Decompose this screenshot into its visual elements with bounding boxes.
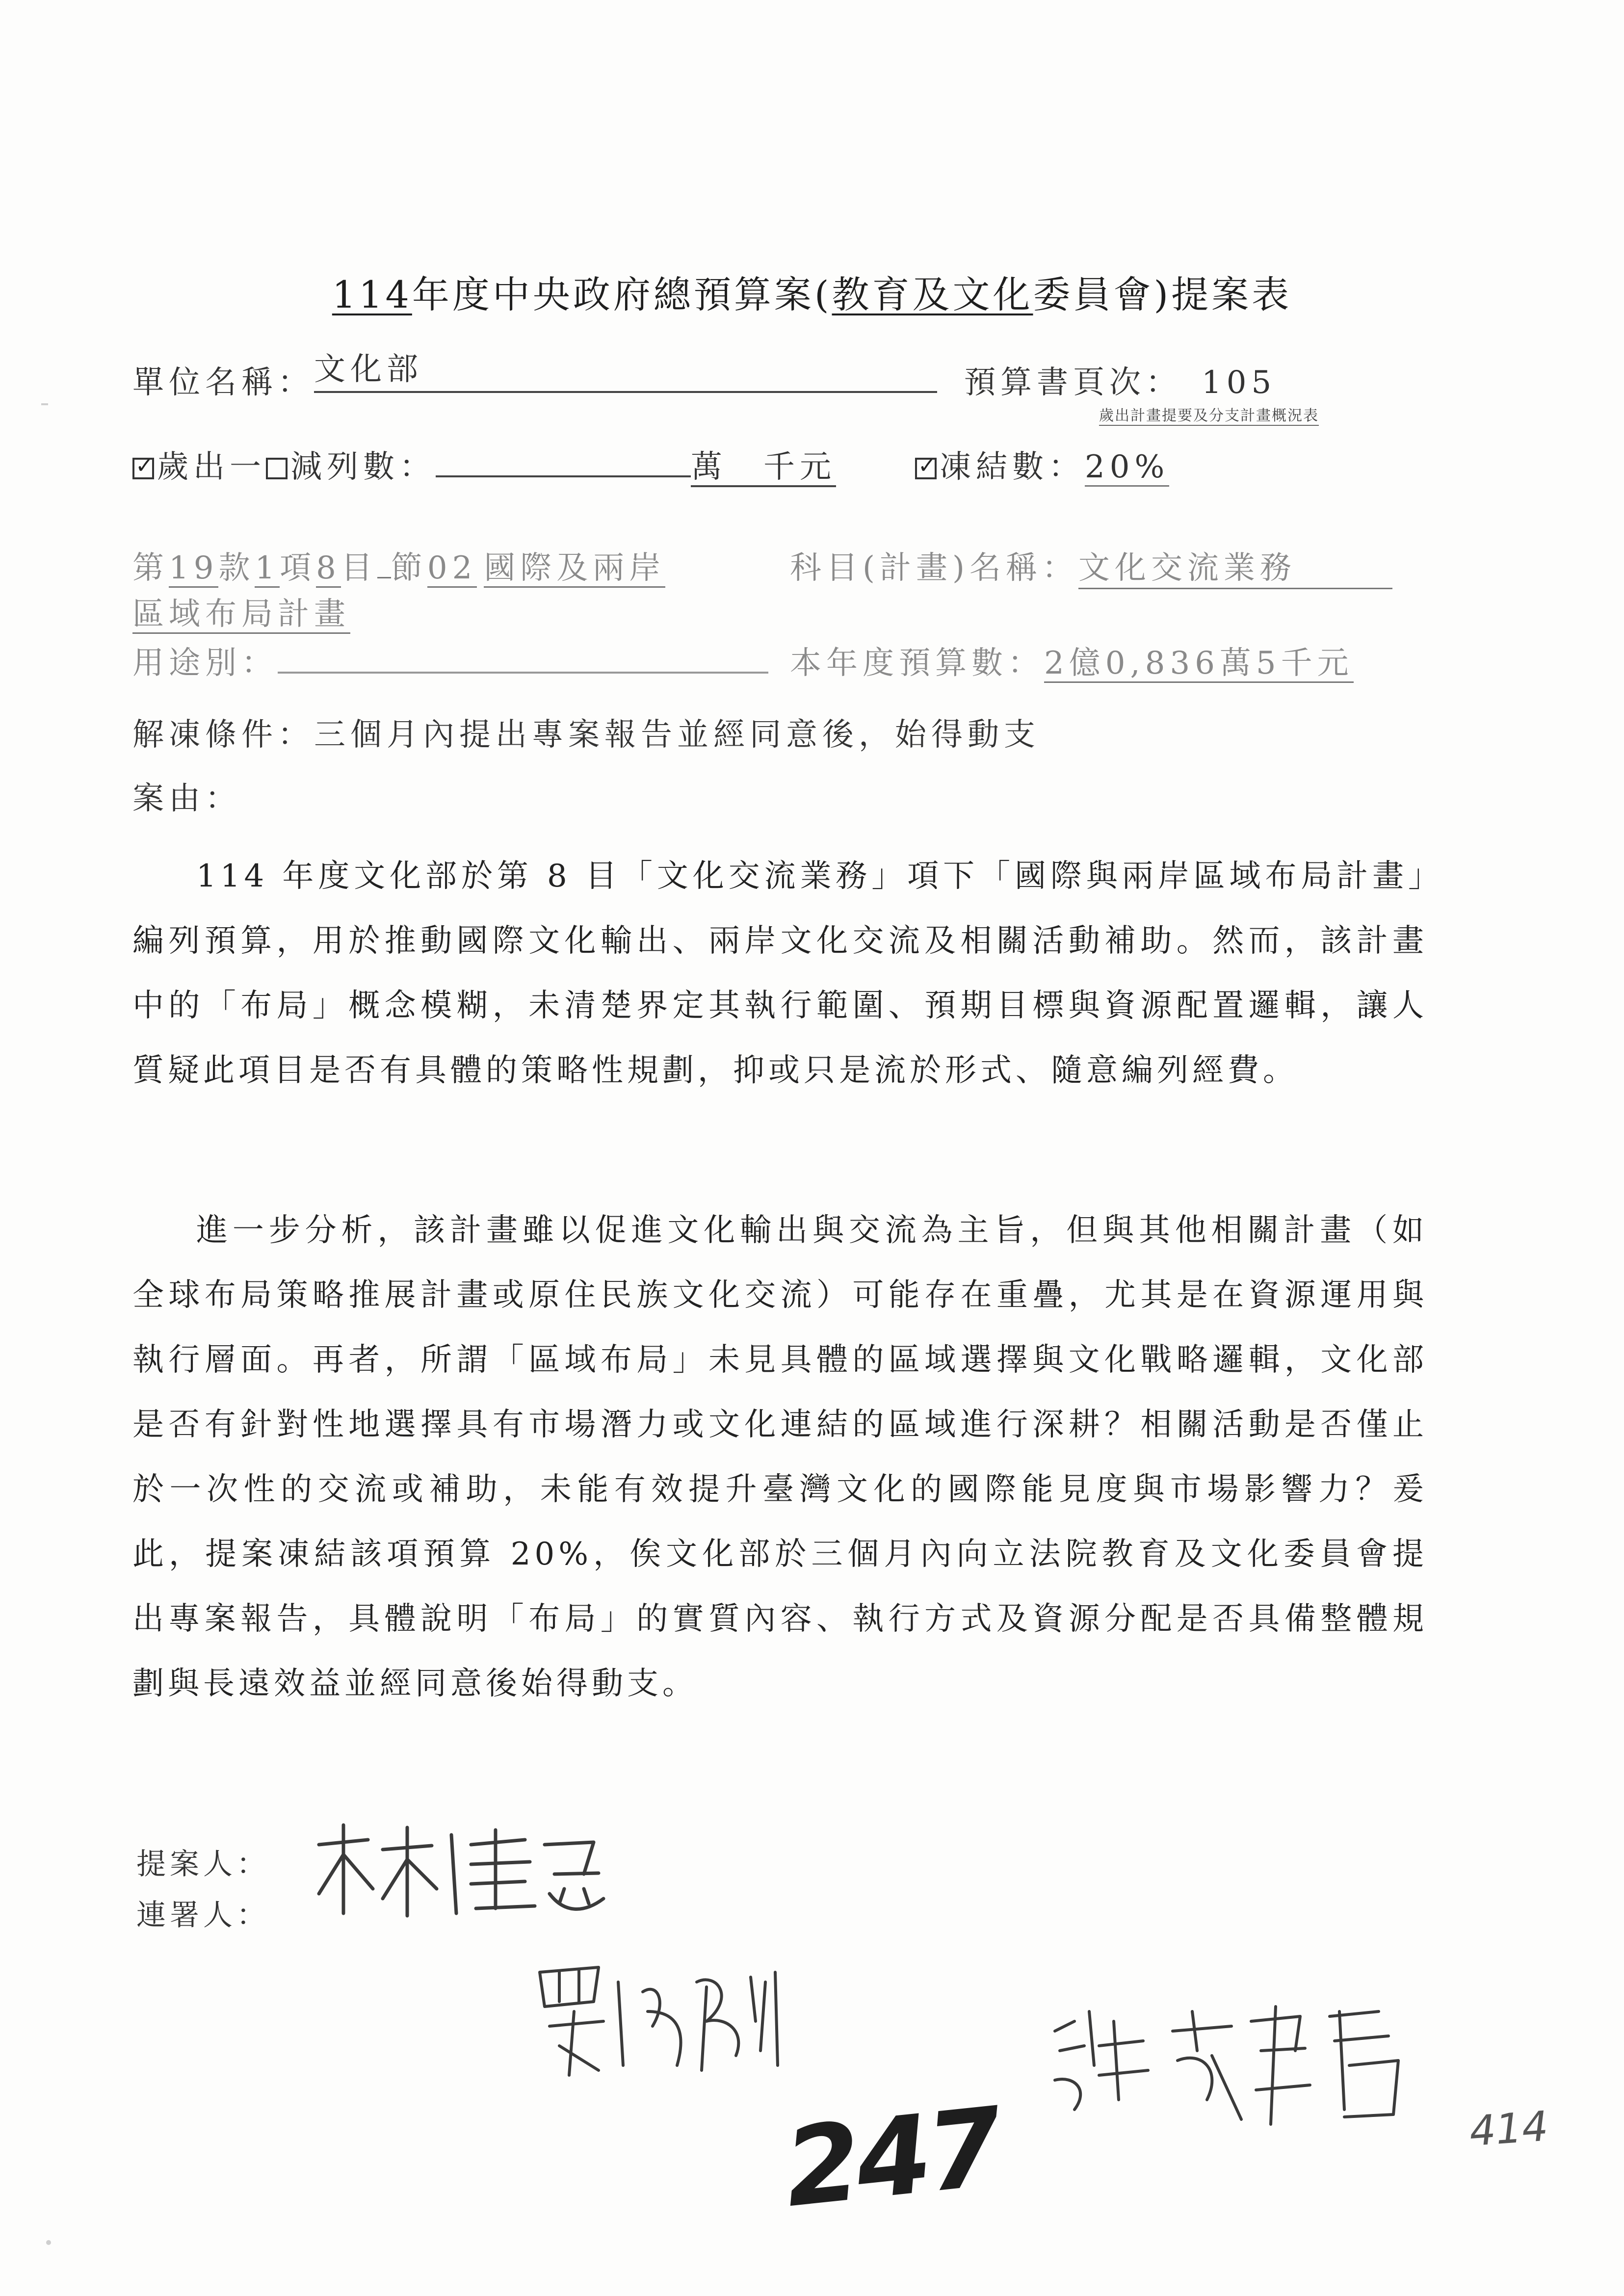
mu-label: 目	[341, 550, 377, 586]
unfreeze-label: 解凍條件：	[132, 717, 314, 753]
handwritten-number: 247	[779, 2084, 1005, 2232]
expense-checkbox[interactable]	[132, 458, 154, 479]
unfreeze-value: 三個月內提出專案報告並經同意後，始得動支	[314, 717, 1040, 753]
section-row	[132, 543, 665, 588]
budget-row	[790, 638, 1354, 683]
reason-paragraph-2: 進一步分析，該計畫雖以促進文化輸出與交流為主旨，但與其他相關計畫（如全球布局策略推展計畫或原住民族文化交流）可能存在重疊，尤其是在資源運用與執行層面。再者，所謂「區域布局」未見具體的區域選擇與文化戰略邏輯，文化部是否有針對性地選擇具有市場潛力或文化連結的區域進行深耕？相關活動是否僅止於一次性的交流或補助，未能有效提升臺灣文化的國際能見度與市場影響力？爰此，提案凍結該項預算 20%，俟文化部於三個月內向立法院教育及文化委員會提出專案報告，具體說明「布局」的實質內容、執行方式及資源分配是否具備整體規劃與長遠效益並經同意後始得動支。	[132, 1212, 1428, 1702]
title-committee: 教育及文化	[832, 273, 1033, 316]
page-note: 歲出計畫提要及分支計畫概況表	[1099, 403, 1319, 426]
proposer-signature	[309, 1815, 613, 1928]
amount-units-wrap	[691, 442, 836, 487]
unfreeze-row	[132, 709, 1040, 755]
scan-speck	[41, 403, 48, 405]
reduce-label: 減列數：	[290, 449, 436, 485]
reduce-amount-line	[436, 475, 691, 477]
subject-value: 文化交流業務	[1078, 543, 1392, 589]
unit-row	[132, 351, 937, 402]
unit-label: 單位名稱：	[132, 365, 314, 401]
page-title	[0, 265, 1624, 318]
usage-label: 用途別：	[132, 645, 278, 681]
budget-label: 本年度預算數：	[790, 645, 1044, 681]
page-number-row	[964, 357, 1276, 402]
plan-name-line1: 國際及兩岸	[484, 550, 665, 588]
freeze-checkbox[interactable]	[915, 458, 937, 479]
kuan-prefix: 第	[132, 550, 169, 586]
title-part1: 年度中央政府總預算案(	[412, 273, 832, 316]
title-part2: 委員會)提案表	[1033, 273, 1292, 316]
budget-value: 2億0,836萬5千元	[1044, 645, 1354, 683]
usage-row	[132, 638, 768, 683]
plan-name-line2: 區域布局計畫	[132, 596, 350, 634]
kuan-label: 款	[218, 550, 255, 586]
cosigner-signature-1	[530, 1953, 795, 2090]
xiang-label: 項	[280, 550, 316, 586]
handwritten-page-mark: 414	[1467, 2102, 1550, 2156]
usage-value-line	[278, 672, 768, 674]
cosigner-signature-2	[1045, 1992, 1438, 2139]
page-number-value: 105	[1202, 365, 1277, 401]
cosigner-label: 連署人：	[136, 1898, 270, 1932]
cut-row	[132, 442, 836, 487]
unit-value-line	[314, 351, 937, 393]
unit-value: 文化部	[314, 351, 423, 388]
scan-speck	[46, 2240, 51, 2245]
proposer-label: 提案人：	[136, 1847, 270, 1881]
reason-label: 案由：	[132, 781, 241, 817]
freeze-row	[915, 442, 1169, 487]
jie-label: 節	[391, 550, 427, 586]
kuan-number: 19	[169, 550, 218, 588]
freeze-label: 凍結數：	[940, 449, 1085, 485]
xiang-number: 1	[255, 550, 280, 588]
expense-label: 歲出一	[157, 449, 266, 485]
jie-number: 02	[427, 550, 477, 588]
subject-row	[790, 543, 1392, 589]
subject-label: 科目(計畫)名稱：	[790, 550, 1078, 586]
plan-name-line2-row	[132, 589, 350, 634]
amount-units: 萬 千元	[691, 449, 836, 487]
freeze-value: 20%	[1085, 449, 1169, 487]
title-year: 114	[332, 273, 412, 316]
reason-paragraph-1: 114 年度文化部於第 8 目「文化交流業務」項下「國際與兩岸區域布局計畫」編列預算，用於推動國際文化輸出、兩岸文化交流及相關活動補助。然而，該計畫中的「布局」概念模糊，未清楚界定其執行範圍、預期目標與資源配置邏輯，讓人質疑此項目是否有具體的策略性規劃，抑或只是流於形式、隨意編列經費。	[132, 858, 1428, 1089]
reduce-checkbox[interactable]	[266, 458, 288, 479]
mu-number: 8	[316, 550, 341, 588]
page-number-label: 預算書頁次：	[964, 365, 1182, 401]
